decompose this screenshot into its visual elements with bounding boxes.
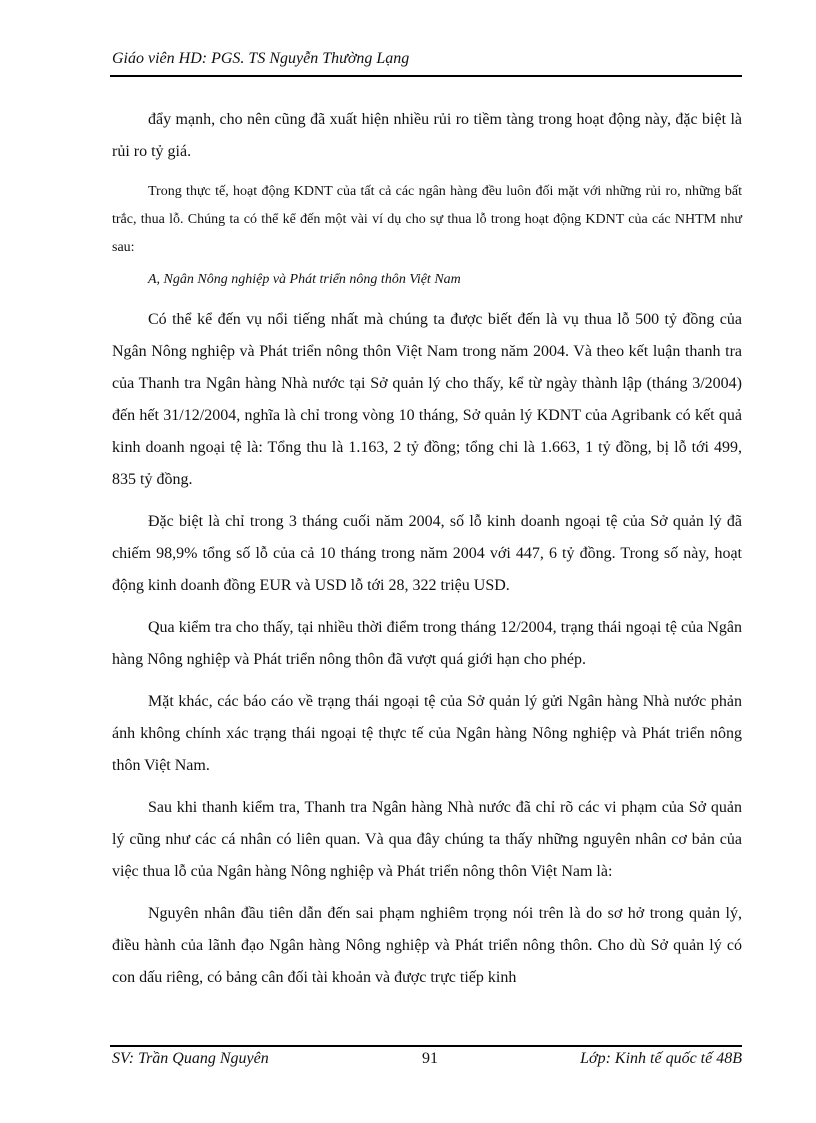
- page-header: [112, 50, 742, 68]
- footer-student: SV: Trần Quang Nguyên: [112, 1050, 269, 1067]
- section-subheading: A, Ngân Nông nghiệp và Phát triển nông thôn Việt Nam: [148, 272, 461, 287]
- header-teacher-text: Giáo viên HD: PGS. TS Nguyễn Thường Lạng: [112, 50, 410, 67]
- footer-divider: [110, 1045, 742, 1047]
- header-divider: [110, 75, 742, 77]
- page-number: 91: [422, 1050, 438, 1067]
- paragraph: Đặc biệt là chỉ trong 3 tháng cuối năm 2004, số lỗ kinh doanh ngoại tệ của Sở quản lý đã chiếm 98,9% tổng số lỗ của cả 10 tháng trong năm 2004 với 447, 6 tỷ đồng. Trong số này, hoạt động kinh doanh đồng EUR và USD lỗ tới 28, 322 triệu USD.: [112, 513, 742, 594]
- paragraph: Qua kiểm tra cho thấy, tại nhiều thời điểm trong tháng 12/2004, trạng thái ngoại tệ của Ngân hàng Nông nghiệp và Phát triển nông thôn đã vượt quá giới hạn cho phép.: [112, 619, 742, 668]
- paragraph: Nguyên nhân đầu tiên dẫn đến sai phạm nghiêm trọng nói trên là do sơ hở trong quản lý, điều hành của lãnh đạo Ngân hàng Nông nghiệp và Phát triển nông thôn. Cho dù Sở quản lý có con dấu riêng, có bảng cân đối tài khoản và được trực tiếp kinh: [112, 905, 742, 986]
- paragraph: Trong thực tế, hoạt động KDNT của tất cả các ngân hàng đều luôn đối mặt với những rủi ro, những bất trắc, thua lỗ. Chúng ta có thể kể đến một vài ví dụ cho sự thua lỗ trong hoạt động KDNT của các NHTM như sau:: [112, 184, 742, 255]
- paragraph: Có thể kể đến vụ nổi tiếng nhất mà chúng ta được biết đến là vụ thua lỗ 500 tỷ đồng của Ngân Nông nghiệp và Phát triển nông thôn Việt Nam trong năm 2004. Và theo kết luận thanh tra của Thanh tra Ngân hàng Nhà nước tại Sở quản lý cho thấy, kể từ ngày thành lập (tháng 3/2004) đến hết 31/12/2004, nghĩa là chỉ trong vòng 10 tháng, Sở quản lý KDNT của Agribank có kết quả kinh doanh ngoại tệ là: Tổng thu là 1.163, 2 tỷ đồng; tổng chi là 1.663, 1 tỷ đồng, bị lỗ tới 499, 835 tỷ đồng.: [112, 311, 742, 488]
- footer-class: Lớp: Kinh tế quốc tế 48B: [580, 1050, 742, 1067]
- document-body: [112, 104, 742, 994]
- paragraph: Mặt khác, các báo cáo về trạng thái ngoại tệ của Sở quản lý gửi Ngân hàng Nhà nước phản ánh không chính xác trạng thái ngoại tệ thực tế của Ngân hàng Nông nghiệp và Phát triển nông thôn Việt Nam.: [112, 693, 742, 774]
- paragraph: đẩy mạnh, cho nên cũng đã xuất hiện nhiều rủi ro tiềm tàng trong hoạt động này, đặc biệt là rủi ro tỷ giá.: [112, 111, 742, 160]
- paragraph: Sau khi thanh kiểm tra, Thanh tra Ngân hàng Nhà nước đã chỉ rõ các vi phạm của Sở quản lý cũng như các cá nhân có liên quan. Và qua đây chúng ta thấy những nguyên nhân cơ bản của việc thua lỗ của Ngân hàng Nông nghiệp và Phát triển nông thôn Việt Nam là:: [112, 799, 742, 880]
- page-footer: [112, 1050, 742, 1074]
